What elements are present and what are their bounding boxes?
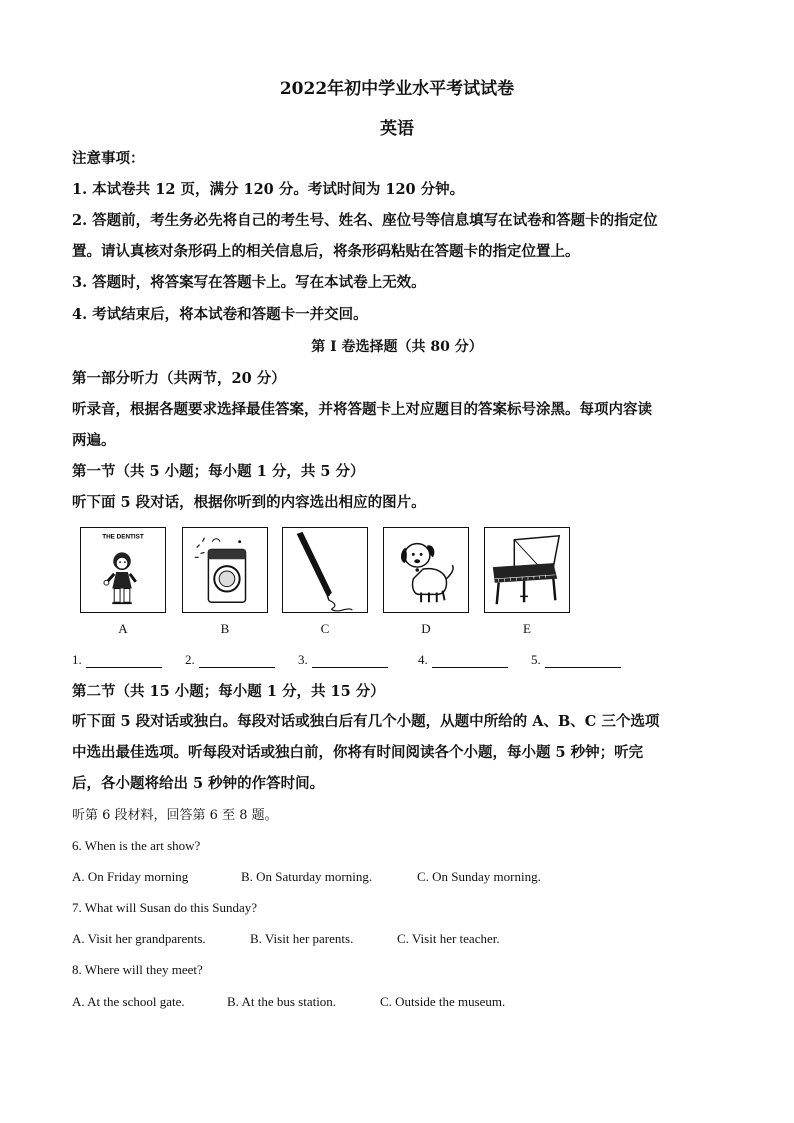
piano-icon xyxy=(485,528,569,612)
question-7-option-a[interactable]: A. Visit her grandparents. xyxy=(72,931,206,946)
part1-instruction-1: 听录音，根据各题要求选择最佳答案，并将答题卡上对应题目的答案标号涂黑。每项内容读 xyxy=(72,401,652,418)
answer-blank-4-number: 4. xyxy=(418,652,428,667)
section2-instruction-2: 中选出最佳选项。听每段对话或独白前，你将有时间阅读各个小题，每小题 5 秒钟；听完 xyxy=(72,744,644,761)
note-item-2: 2. 答题前，考生务必先将自己的考生号、姓名、座位号等信息填写在试卷和答题卡的指定位 xyxy=(72,212,658,229)
picture-a-label: A xyxy=(118,621,128,636)
material-6-intro: 听第 6 段材料，回答第 6 至 8 题。 xyxy=(72,808,278,823)
picture-c xyxy=(282,527,368,613)
volume-title: 第 I 卷选择题（共 80 分） xyxy=(311,339,483,355)
question-6-option-b[interactable]: B. On Saturday morning. xyxy=(241,869,373,884)
notes-heading: 注意事项： xyxy=(72,150,145,167)
section1-instruction: 听下面 5 段对话，根据你听到的内容选出相应的图片。 xyxy=(72,494,426,511)
question-7: 7. What will Susan do this Sunday? xyxy=(72,900,258,915)
picture-b xyxy=(182,527,268,613)
answer-blank-4[interactable] xyxy=(418,652,508,668)
question-8: 8. Where will they meet? xyxy=(72,962,203,977)
picture-c-label: C xyxy=(320,621,330,636)
picture-d xyxy=(383,527,469,613)
dentist-icon xyxy=(81,528,165,612)
note-item-4: 4. 考试结束后，将本试卷和答题卡一并交回。 xyxy=(72,306,368,323)
section1-title: 第一节（共 5 小题；每小题 1 分，共 5 分） xyxy=(72,463,365,480)
answer-blank-5-number: 5. xyxy=(531,652,541,667)
question-6: 6. When is the art show? xyxy=(72,838,201,853)
answer-blank-5[interactable] xyxy=(531,652,621,668)
picture-a xyxy=(80,527,166,613)
answer-blank-2-number: 2. xyxy=(185,652,195,667)
note-item-2-cont: 置。请认真核对条形码上的相关信息后，将条形码粘贴在答题卡的指定位置上。 xyxy=(72,243,580,260)
answer-blank-3-number: 3. xyxy=(298,652,308,667)
picture-e-label: E xyxy=(523,621,531,636)
part1-title: 第一部分听力（共两节，20 分） xyxy=(72,370,286,387)
part1-instruction-2: 两遍。 xyxy=(72,432,116,449)
picture-b-label: B xyxy=(220,621,230,636)
section2-instruction-3: 后，各小题将给出 5 秒钟的作答时间。 xyxy=(72,775,325,792)
exam-title: 2022年初中学业水平考试试卷 xyxy=(279,79,515,99)
pen-icon xyxy=(283,528,367,612)
answer-blank-3[interactable] xyxy=(298,652,388,668)
question-7-option-c[interactable]: C. Visit her teacher. xyxy=(397,931,500,946)
note-item-1: 1. 本试卷共 12 页，满分 120 分。考试时间为 120 分钟。 xyxy=(72,181,465,198)
answer-blank-1[interactable] xyxy=(72,652,162,668)
exam-subject: 英语 xyxy=(380,119,414,139)
picture-d-label: D xyxy=(421,621,431,636)
washing-machine-icon xyxy=(183,528,267,612)
section2-title: 第二节（共 15 小题；每小题 1 分，共 15 分） xyxy=(72,683,385,700)
note-item-3: 3. 答题时，将答案写在答题卡上。写在本试卷上无效。 xyxy=(72,274,426,291)
question-8-option-a[interactable]: A. At the school gate. xyxy=(72,994,185,1009)
answer-blank-1-number: 1. xyxy=(72,652,82,667)
question-8-option-c[interactable]: C. Outside the museum. xyxy=(380,994,506,1009)
answer-blank-2[interactable] xyxy=(185,652,275,668)
picture-e xyxy=(484,527,570,613)
question-8-option-b[interactable]: B. At the bus station. xyxy=(227,994,337,1009)
question-6-option-c[interactable]: C. On Sunday morning. xyxy=(417,869,541,884)
section2-instruction-1: 听下面 5 段对话或独白。每段对话或独白后有几个小题，从题中所给的 A、B、C 三个选项 xyxy=(72,713,660,730)
question-7-option-b[interactable]: B. Visit her parents. xyxy=(250,931,354,946)
dentist-sign-text: THE DENTIST xyxy=(102,533,144,541)
question-6-option-a[interactable]: A. On Friday morning xyxy=(72,869,189,884)
dog-icon xyxy=(384,528,468,612)
